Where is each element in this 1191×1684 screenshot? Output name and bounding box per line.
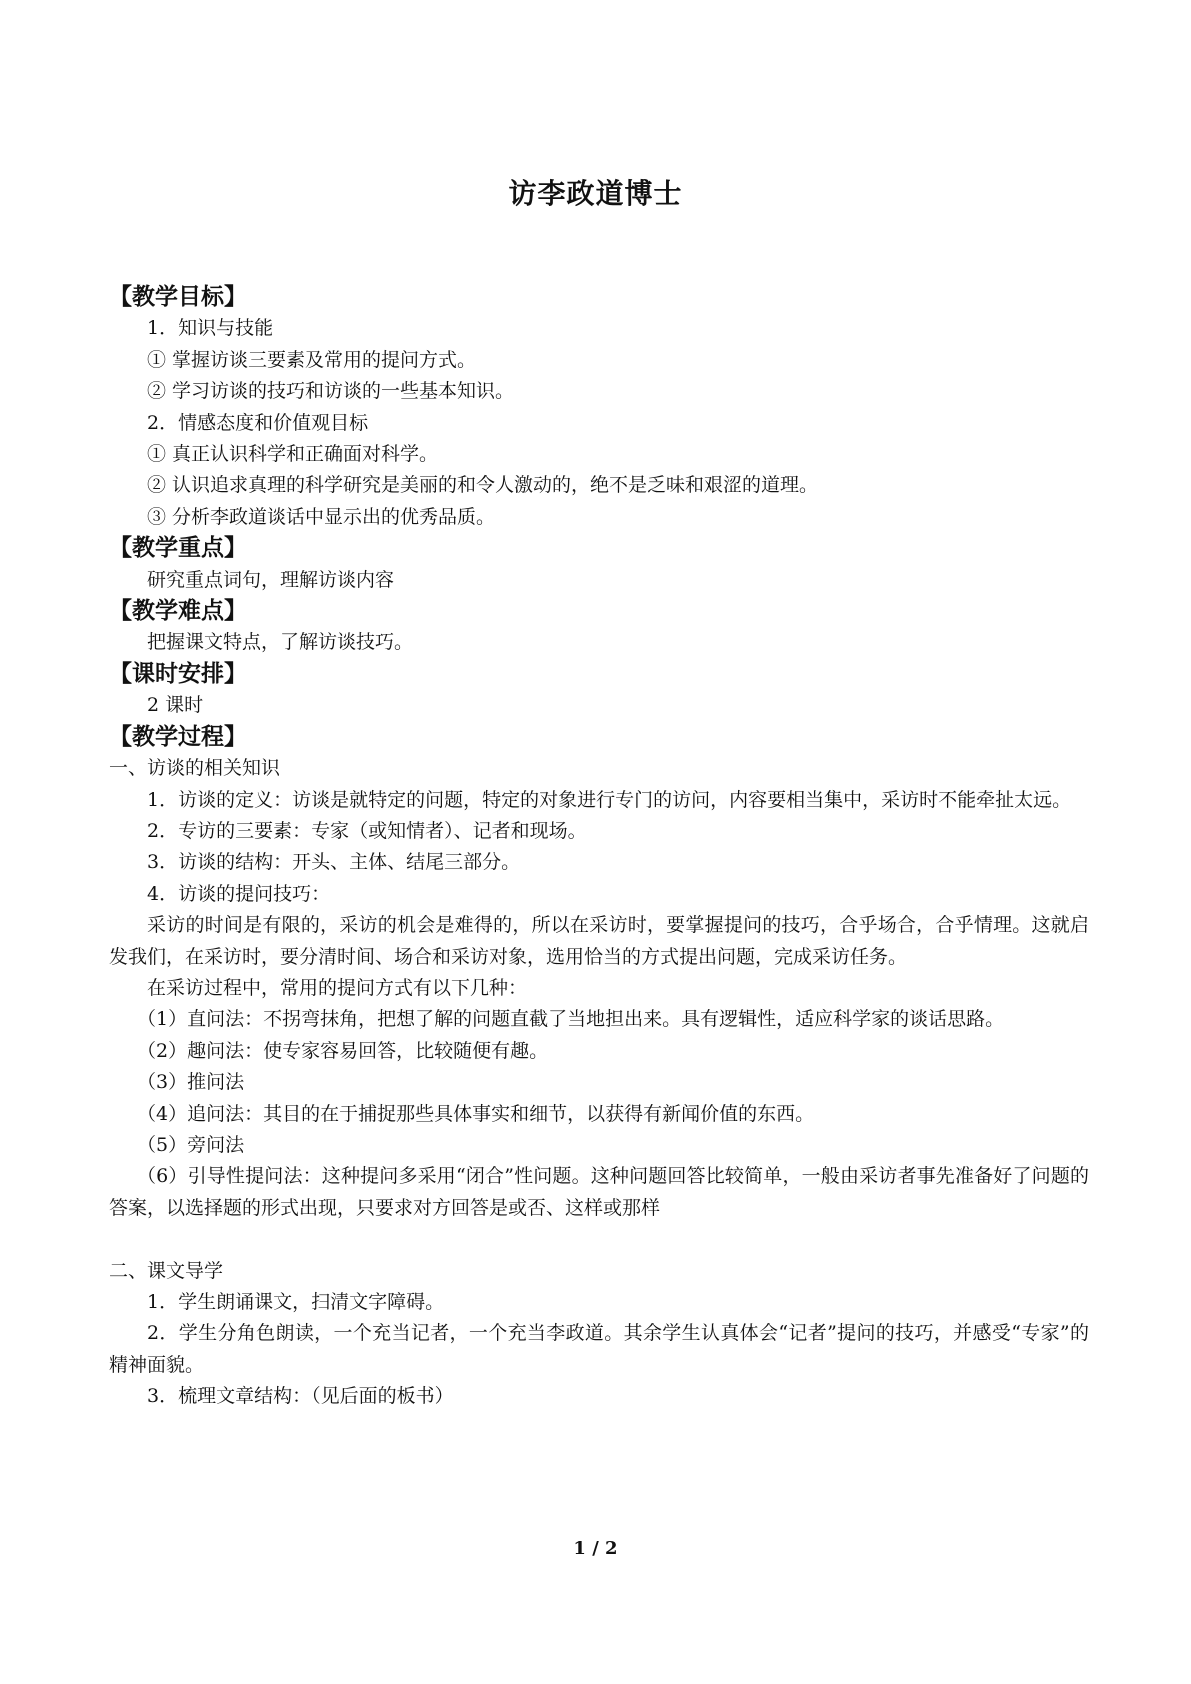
blank-line — [109, 1224, 1089, 1255]
part1-skills-text: 采访的时间是有限的，采访的机会是难得的，所以在采访时，要掌握提问的技巧，合乎场合，合乎情理。这就启发我们，在采访时，要分清时间、场合和采访对象，选用恰当的方式提出问题，完成采访任务。 — [109, 914, 1089, 968]
page-number: 1 / 2 — [573, 1538, 618, 1559]
goal-line: ③ 分析李政道谈话中显示出的优秀品质。 — [147, 505, 496, 528]
part1-skills: 4．访谈的提问技巧： — [147, 882, 331, 905]
goal-line: ① 真正认识科学和正确面对科学。 — [147, 443, 439, 466]
method-item: （1）直问法：不拐弯抹角，把想了解的问题直截了当地担出来。具有逻辑性，适应科学家的谈话思路。 — [137, 1008, 1005, 1031]
part2-title: 二、课文导学 — [109, 1259, 224, 1282]
goal-line: 2．情感态度和价值观目标 — [147, 411, 369, 434]
part2-step: 2．学生分角色朗读，一个充当记者，一个充当李政道。其余学生认真体会“记者”提问的技巧，并感受“专家”的精神面貌。 — [109, 1322, 1089, 1376]
part1-elements: 2．专访的三要素：专家（或知情者）、记者和现场。 — [147, 819, 587, 842]
method-item: （4）追问法：其目的在于捕捉那些具体事实和细节，以获得有新闻价值的东西。 — [137, 1102, 815, 1125]
part2-step: 3．梳理文章结构：（见后面的板书） — [147, 1385, 454, 1408]
goal-line: ② 认识追求真理的科学研究是美丽的和令人激动的，绝不是乏味和艰涩的道理。 — [147, 474, 819, 497]
document-body — [109, 282, 1089, 1413]
method-item: （3）推问法 — [137, 1071, 245, 1094]
part1-definition: 1．访谈的定义：访谈是就特定的问题，特定的对象进行专门的访问，内容要相当集中，采访时不能牵扯太远。 — [147, 788, 1072, 811]
heading-process: 【教学过程】 — [109, 723, 247, 750]
method-item: （2）趣问法：使专家容易回答，比较随便有趣。 — [137, 1039, 549, 1062]
part1-structure: 3．访谈的结构：开头、主体、结尾三部分。 — [147, 851, 521, 874]
heading-goals: 【教学目标】 — [109, 284, 247, 310]
heading-key: 【教学重点】 — [109, 535, 247, 562]
goal-line: ① 掌握访谈三要素及常用的提问方式。 — [147, 348, 477, 371]
heading-difficult: 【教学难点】 — [109, 598, 247, 625]
heading-schedule: 【课时安排】 — [109, 660, 247, 687]
part1-methods-intro: 在采访过程中，常用的提问方式有以下几种： — [147, 976, 528, 999]
method-item: （6）引导性提问法：这种提问多采用“闭合”性问题。这种问题回答比较简单，一般由采访者事先准备好了问题的答案，以选择题的形式出现，只要求对方回答是或否、这样或那样 — [109, 1165, 1089, 1219]
goal-line: 1．知识与技能 — [147, 317, 274, 340]
document-title: 访李政道博士 — [508, 177, 683, 210]
schedule-text: 2 课时 — [147, 694, 204, 717]
goal-line: ② 学习访谈的技巧和访谈的一些基本知识。 — [147, 380, 515, 403]
difficult-text: 把握课文特点，了解访谈技巧。 — [147, 631, 414, 654]
key-text: 研究重点词句，理解访谈内容 — [147, 568, 395, 591]
part2-step: 1．学生朗诵课文，扫清文字障碍。 — [147, 1290, 445, 1313]
method-item: （5）旁问法 — [137, 1133, 245, 1156]
part1-title: 一、访谈的相关知识 — [109, 757, 281, 780]
